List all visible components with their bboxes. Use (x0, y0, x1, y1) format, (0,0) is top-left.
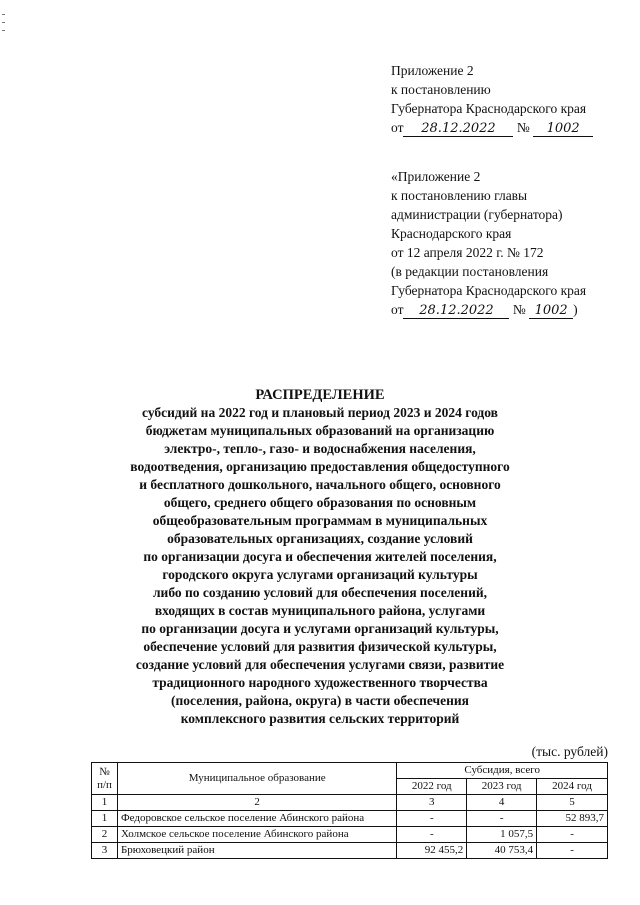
header-number-a: № (99, 765, 110, 778)
heading-line: и бесплатного дошкольного, начального общего, основного (139, 477, 501, 492)
heading-line: обеспечение условий для развития физической культуры, (143, 639, 497, 654)
row-value-2024: - (537, 827, 608, 843)
unit-label: (тыс. рублей) (531, 744, 608, 759)
handwritten-date: 28.12.2022 (403, 303, 509, 319)
heading-line: водоотведения, организацию предоставления общедоступного (130, 459, 510, 474)
row-number: 3 (92, 843, 118, 859)
prior-date-line (391, 300, 586, 319)
subsidy-table (91, 762, 608, 859)
heading-line: бюджетам муниципальных образований на организацию (145, 423, 495, 438)
approval-line: Губернатора Краснодарского края (391, 101, 587, 116)
heading-line: электро-, тепло-, газо- и водоснабжения населения, (164, 441, 476, 456)
header-municipality: Муниципальное образование (117, 763, 396, 795)
heading-line: общего, среднего общего образования по основным (163, 495, 477, 510)
index-cell: 2 (117, 795, 396, 811)
approval-line: Приложение 2 (391, 63, 474, 78)
header-subsidy-total: Субсидия, всего (397, 763, 608, 779)
heading-line: городского округа услугами организаций культуры (162, 567, 478, 582)
prior-line: (в редакции постановления (391, 264, 549, 279)
index-cell: 3 (397, 795, 467, 811)
heading-line: (поселения, района, округа) в части обеспечения (171, 693, 469, 708)
date-prefix: от (391, 302, 404, 317)
heading-line: субсидий на 2022 год и плановый период 2023 и 2024 годов (142, 405, 498, 420)
heading-line: по организации досуга и обеспечения жителей поселения, (143, 549, 497, 564)
margin-mark (2, 14, 5, 15)
approval-line: к постановлению (391, 82, 491, 97)
number-prefix: № (516, 120, 530, 135)
row-value-2023: 1 057,5 (467, 827, 537, 843)
row-value-2022: - (397, 811, 467, 827)
index-cell: 1 (92, 795, 118, 811)
table-row (92, 811, 608, 827)
heading-line: традиционного народного художественного творчества (152, 675, 488, 690)
row-value-2023: - (467, 811, 537, 827)
prior-line: к постановлению главы (391, 188, 528, 203)
row-number: 1 (92, 811, 118, 827)
index-cell: 5 (537, 795, 608, 811)
row-value-2024: 52 893,7 (537, 811, 608, 827)
prior-appendix-block (391, 167, 586, 319)
prior-line: администрации (губернатора) (391, 207, 563, 222)
index-cell: 4 (467, 795, 537, 811)
table-row (92, 843, 608, 859)
prior-line: «Приложение 2 (391, 169, 481, 184)
date-prefix: от (391, 120, 404, 135)
prior-line: от 12 апреля 2022 г. № 172 (391, 245, 544, 260)
header-number-b: п/п (97, 778, 112, 791)
handwritten-number: 1002 (529, 303, 573, 319)
prior-line: Губернатора Краснодарского края (391, 283, 587, 298)
row-number: 2 (92, 827, 118, 843)
prior-line: Краснодарского края (391, 226, 512, 241)
row-value-2022: 92 455,2 (397, 843, 467, 859)
row-value-2023: 40 753,4 (467, 843, 537, 859)
heading-line: входящих в состав муниципального района, услугами (154, 603, 486, 618)
row-value-2024: - (537, 843, 608, 859)
heading-line: по организации досуга и услугами организаций культуры, (141, 621, 499, 636)
approval-date-line (391, 118, 593, 137)
handwritten-date: 28.12.2022 (403, 121, 513, 137)
row-municipality: Брюховецкий район (117, 843, 396, 859)
row-value-2022: - (397, 827, 467, 843)
heading-title: РАСПРЕДЕЛЕНИЕ (255, 387, 385, 403)
header-number (92, 763, 118, 795)
row-municipality: Федоровское сельское поселение Абинского района (117, 811, 396, 827)
heading-line: образовательных организациях, создание условий (167, 531, 473, 546)
row-municipality: Холмское сельское поселение Абинского района (117, 827, 396, 843)
approval-block (391, 61, 593, 137)
document-heading (0, 386, 640, 728)
header-year: 2022 год (397, 779, 467, 795)
number-prefix: № (512, 302, 526, 317)
margin-mark (2, 22, 5, 23)
margin-mark (2, 30, 5, 31)
table-index-row (92, 795, 608, 811)
closing-paren: ) (573, 302, 578, 317)
heading-line: общеобразовательным программам в муниципальных (152, 513, 488, 528)
handwritten-number: 1002 (533, 121, 593, 137)
table-row (92, 827, 608, 843)
heading-line: создание условий для обеспечения услугами связи, развитие (135, 657, 505, 672)
header-year: 2023 год (467, 779, 537, 795)
heading-line: комплексного развития сельских территорий (180, 711, 460, 726)
header-year: 2024 год (537, 779, 608, 795)
heading-line: либо по созданию условий для обеспечения поселений, (152, 585, 488, 600)
table-header-row (92, 763, 608, 779)
